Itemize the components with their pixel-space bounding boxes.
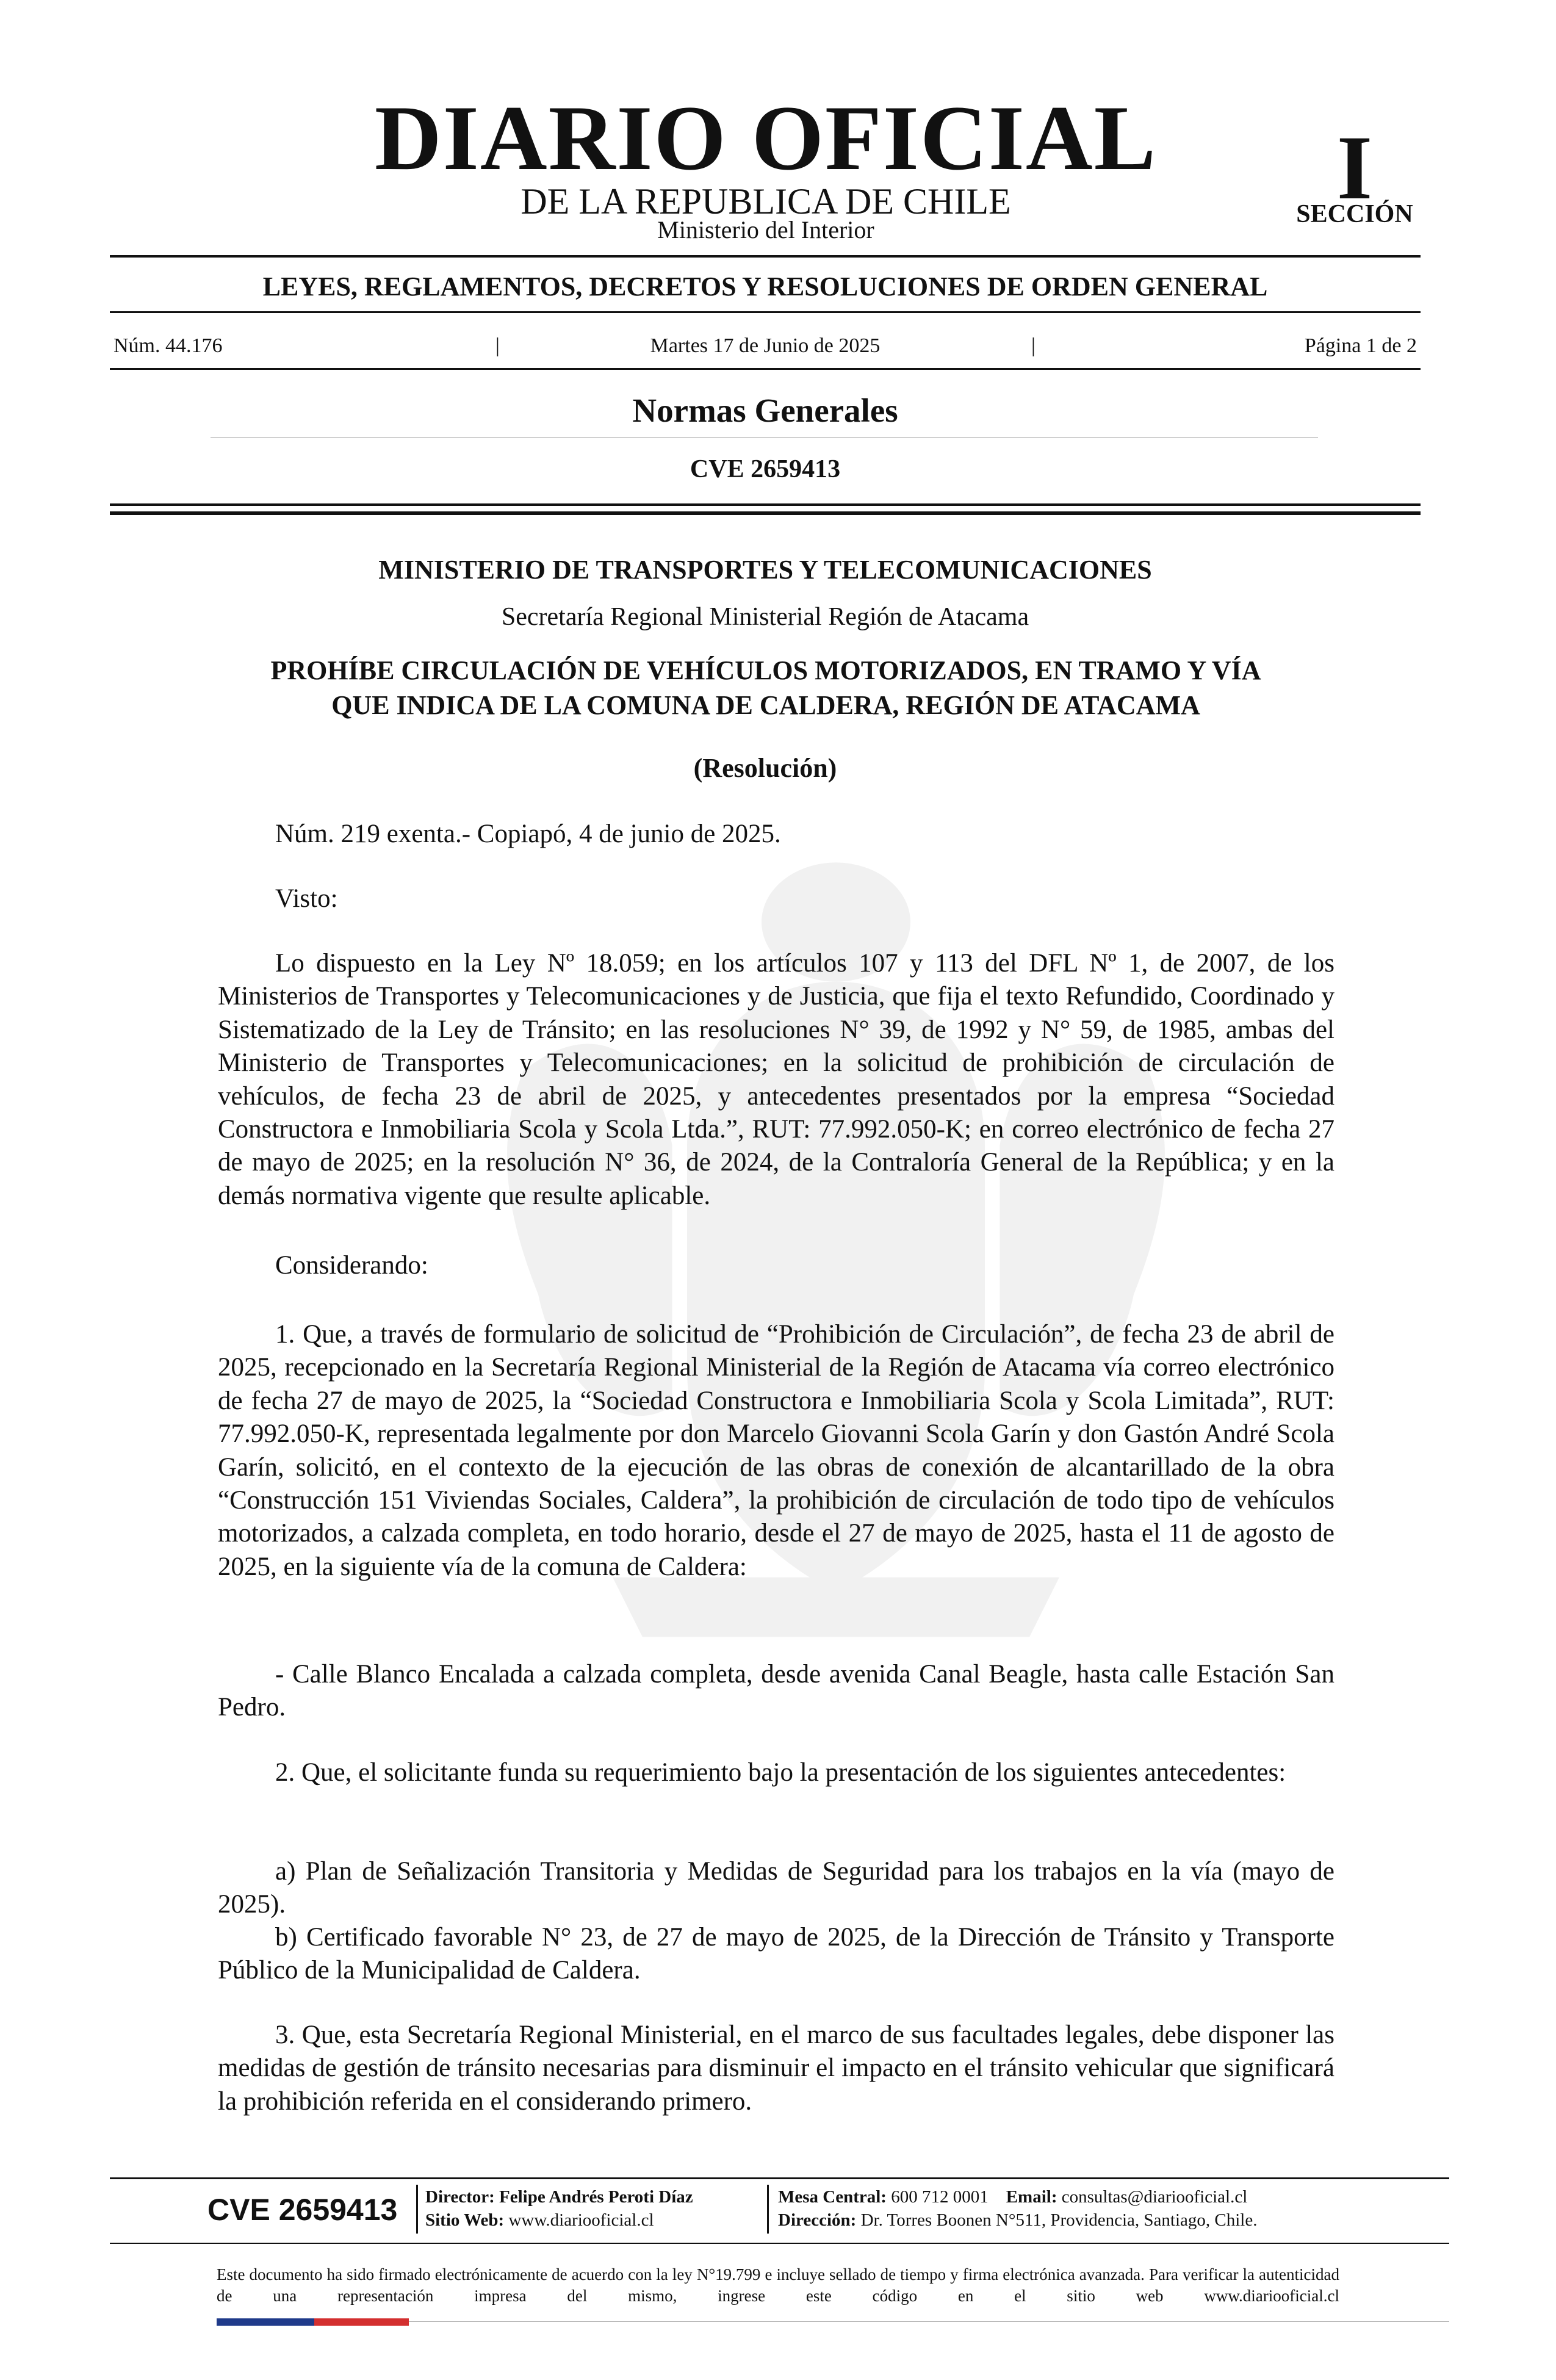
resolution-type: (Resolución): [693, 753, 837, 783]
section-numeral: I: [1336, 117, 1373, 218]
footer-contact: [778, 2185, 1257, 2232]
issue-page: Página 1 de 2: [1304, 334, 1417, 357]
footer-rule-middle: [110, 2243, 1449, 2244]
considerando-label: Considerando:: [275, 1251, 428, 1280]
direccion-label: Dirección:: [778, 2210, 857, 2230]
footer-rule-top: [110, 2177, 1449, 2179]
footer-director: [425, 2185, 693, 2232]
header-rule-bottom: [110, 511, 1421, 515]
issue-row: [110, 336, 1421, 360]
issue-separator: |: [1031, 334, 1036, 357]
director-name: Felipe Andrés Peroti Díaz: [499, 2187, 693, 2207]
considerando-2-b: b) Certificado favorable N° 23, de 27 de mayo de 2025, de la Dirección de Tránsito y Transporte Público de la Municipalidad de Caldera.: [218, 1923, 1334, 1985]
issue-rule: [110, 368, 1421, 370]
masthead-title: DIARIO OFICIAL: [374, 87, 1158, 189]
footer-divider: [767, 2185, 769, 2234]
email-link[interactable]: consultas@diariooficial.cl: [1061, 2187, 1248, 2207]
masthead-ministry: Ministerio del Interior: [657, 216, 874, 243]
director-label: Director:: [425, 2187, 495, 2207]
section-divider: [211, 437, 1318, 438]
considerando-1-item: - Calle Blanco Encalada a calzada completa, desde avenida Canal Beagle, hasta calle Estación San Pedro.: [218, 1660, 1334, 1722]
masthead-rule: [110, 255, 1421, 258]
secretaria-heading: Secretaría Regional Ministerial Región de Atacama: [501, 603, 1029, 631]
footer-rule-bottom: [409, 2321, 1449, 2322]
masthead-subtitle: DE LA REPUBLICA DE CHILE: [520, 181, 1011, 222]
resolution-title-line: QUE INDICA DE LA COMUNA DE CALDERA, REGIÓN DE ATACAMA: [331, 690, 1200, 720]
footer-divider: [416, 2185, 418, 2234]
issue-number: Núm. 44.176: [113, 334, 223, 357]
footer-legal-notice: Este documento ha sido firmado electrónicamente de acuerdo con la ley N°19.799 e incluye sellado de tiempo y firma electrónica avanzada. Para verificar la autenticidad de una representación impresa del mismo, ingrese este código en el sitio web www.diariooficial.cl: [217, 2265, 1339, 2305]
resolution-title-line: PROHÍBE CIRCULACIÓN DE VEHÍCULOS MOTORIZADOS, EN TRAMO Y VÍA: [270, 655, 1261, 685]
considerando-2-a: a) Plan de Señalización Transitoria y Medidas de Seguridad para los trabajos en la vía (mayo de 2025).: [218, 1857, 1334, 1919]
flag-stripe-red: [314, 2318, 409, 2326]
considerando-3: 3. Que, esta Secretaría Regional Ministerial, en el marco de sus facultades legales, debe disponer las medidas de gestión de tránsito necesarias para disminuir el impacto en el tránsito vehicular que significará la prohibición referida en el considerando primero.: [218, 2021, 1334, 2116]
site-label: Sitio Web:: [425, 2210, 505, 2230]
issue-separator: |: [495, 334, 500, 357]
section-name: Normas Generales: [632, 392, 898, 429]
band-rule: [110, 311, 1421, 313]
mesa-value: 600 712 0001: [891, 2187, 989, 2207]
cve-header: CVE 2659413: [690, 455, 841, 483]
issue-date: Martes 17 de Junio de 2025: [650, 334, 881, 357]
considerando-1: 1. Que, a través de formulario de solicitud de “Prohibición de Circulación”, de fecha 23 de abril de 2025, recepcionado en la Secretaría Regional Ministerial de la Región de Atacama vía correo electrónico de fecha 27 de mayo de 2025, la “Sociedad Constructora e Inmobiliaria Scola y Scola Limitada”, RUT: 77.992.050-K, representada legalmente por don Marcelo Giovanni Scola Garín y don Gastón André Scola Garín, solicitó, en el contexto de la ejecución de las obras de conexión de alcantarillado de la obra “Construcción 151 Viviendas Sociales, Caldera”, la prohibición de circulación de todo tipo de vehículos motorizados, a calzada completa, en todo horario, desde el 27 de mayo de 2025, hasta el 11 de agosto de 2025, en la siguiente vía de la comuna de Caldera:: [218, 1320, 1334, 1581]
ministry-heading: MINISTERIO DE TRANSPORTES Y TELECOMUNICACIONES: [378, 555, 1152, 585]
email-label: Email:: [1006, 2187, 1057, 2207]
band-title: LEYES, REGLAMENTOS, DECRETOS Y RESOLUCIONES DE ORDEN GENERAL: [262, 272, 1268, 301]
flag-stripe-blue: [217, 2318, 314, 2326]
mesa-label: Mesa Central:: [778, 2187, 887, 2207]
visto-label: Visto:: [275, 884, 338, 913]
header-rule-top: [110, 503, 1421, 506]
resolution-number: Núm. 219 exenta.- Copiapó, 4 de junio de 2025.: [275, 820, 781, 848]
site-link[interactable]: www.diariooficial.cl: [508, 2210, 654, 2230]
section-label: SECCIÓN: [1296, 200, 1413, 228]
visto-paragraph: Lo dispuesto en la Ley Nº 18.059; en los artículos 107 y 113 del DFL Nº 1, de 2007, de los Ministerios de Transportes y Telecomunicaciones y de Justicia, que fija el texto Refundido, Coordinado y Sistematizado de la Ley de Tránsito; en las resoluciones N° 39, de 1992 y N° 59, de 1985, ambas del Ministerio de Transportes y Telecomunicaciones; en la solicitud de prohibición de circulación de vehículos, de fecha 23 de abril de 2025, y antecedentes presentados por la empresa “Sociedad Constructora e Inmobiliaria Scola y Scola Ltda.”, RUT: 77.992.050-K; en correo electrónico de fecha 27 de mayo de 2025; en la resolución N° 36, de 2024, de la Contraloría General de la República; y en la demás normativa vigente que resulte aplicable.: [218, 949, 1334, 1210]
resolution-title: [201, 653, 1330, 723]
footer-cve: CVE 2659413: [207, 2193, 398, 2227]
considerando-2: 2. Que, el solicitante funda su requerimiento bajo la presentación de los siguientes antecedentes:: [275, 1758, 1286, 1787]
direccion-value: Dr. Torres Boonen N°511, Providencia, Santiago, Chile.: [860, 2210, 1258, 2230]
